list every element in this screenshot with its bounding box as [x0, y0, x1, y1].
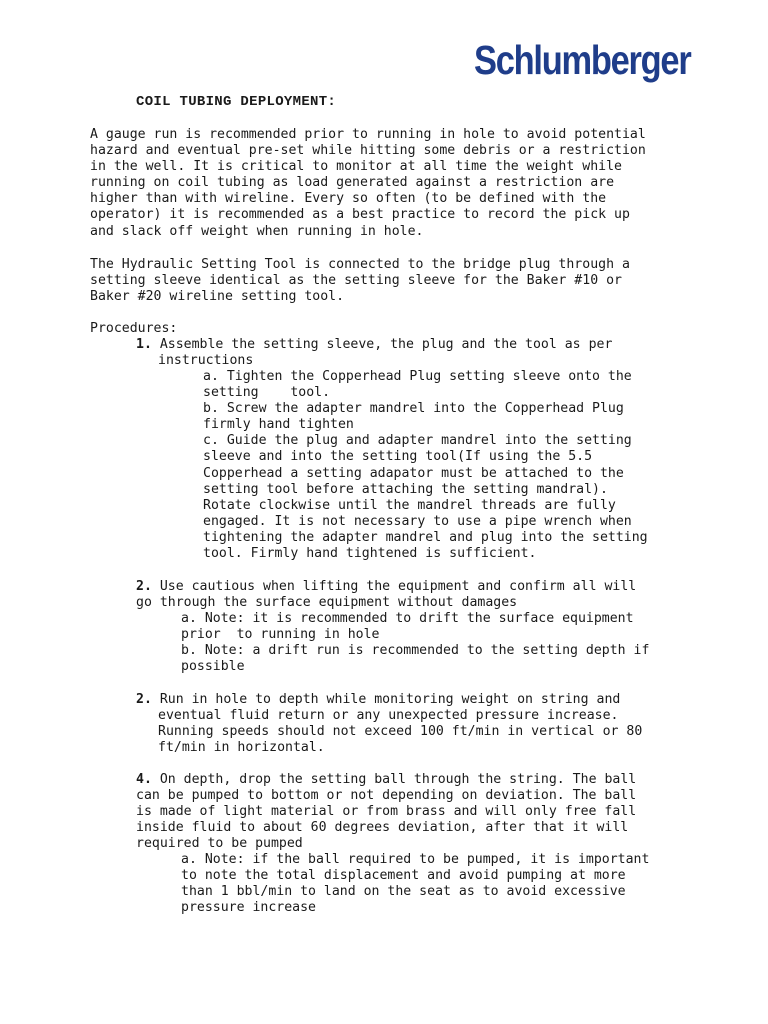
setting-tool-paragraph: The Hydraulic Setting Tool is connected to the bridge plug through a setting sleeve identical as the setting sleeve for the Baker #10 or Baker #20 wireline setting tool. — [90, 257, 630, 305]
step-3-text: Run in hole to depth while monitoring weight on string and — [151, 692, 621, 707]
step-4-continuation: can be pumped to bottom or not depending on deviation. The ball is made of light material or from brass and will only free fall inside fluid to about 60 degrees deviation, after that it will required to be pumped — [136, 788, 637, 852]
step-3-first-line — [136, 692, 620, 708]
step-3-number: 2. — [136, 692, 152, 707]
intro-paragraph: A gauge run is recommended prior to running in hole to avoid potential hazard and eventual pre-set while hitting some debris or a restriction in the well. It is critical to monitor at all time the weight while running on coil tubing as load generated against a restriction are higher than with wireline. Every so often (to be defined with the operator) it is recommended as a best practice to record the pick up and slack off weight when running in hole. — [90, 127, 646, 239]
step-1-subitems: a. Tighten the Copperhead Plug setting sleeve onto the setting tool. b. Screw the adapter mandrel into the Copperhead Plug firmly hand tighten c. Guide the plug and adapter mandrel into the setting sleeve and into the setting tool(If using the 5.5 Copperhead a setting adapator must be attached to the setting tool before attaching the setting mandral). Rotate clockwise until the mandrel threads are fully engaged. It is not necessary to use a pipe wrench when tightening the adapter mandrel and plug into the setting tool. Firmly hand tightened is sufficient. — [203, 369, 648, 562]
step-2-continuation: go through the surface equipment without damages — [136, 595, 518, 610]
document-title: COIL TUBING DEPLOYMENT: — [136, 94, 337, 110]
company-logo: Schlumberger — [474, 37, 691, 83]
step-1-number: 1. — [136, 337, 152, 352]
step-2-text: Use cautious when lifting the equipment and confirm all will — [151, 579, 637, 594]
step-1-text: Assemble the setting sleeve, the plug and the tool as per — [151, 337, 613, 352]
procedures-label: Procedures: — [90, 321, 178, 336]
step-2-first-line — [136, 579, 636, 595]
step-4-subitems: a. Note: if the ball required to be pumped, it is important to note the total displacement and avoid pumping at more than 1 bbl/min to land on the seat as to avoid excessive pressure increase — [181, 852, 650, 916]
step-1-continuation: instructions — [158, 353, 254, 368]
step-4-first-line — [136, 772, 636, 788]
step-4-text: On depth, drop the setting ball through the string. The ball — [151, 772, 637, 787]
step-2-number: 2. — [136, 579, 152, 594]
step-4-number: 4. — [136, 772, 152, 787]
step-3-continuation: eventual fluid return or any unexpected pressure increase. Running speeds should not exceed 100 ft/min in vertical or 80 ft/min in horizontal. — [158, 708, 643, 756]
step-2-subitems: a. Note: it is recommended to drift the surface equipment prior to running in hole b. Note: a drift run is recommended to the setting depth if possible — [181, 611, 650, 675]
step-1-first-line — [136, 337, 612, 353]
